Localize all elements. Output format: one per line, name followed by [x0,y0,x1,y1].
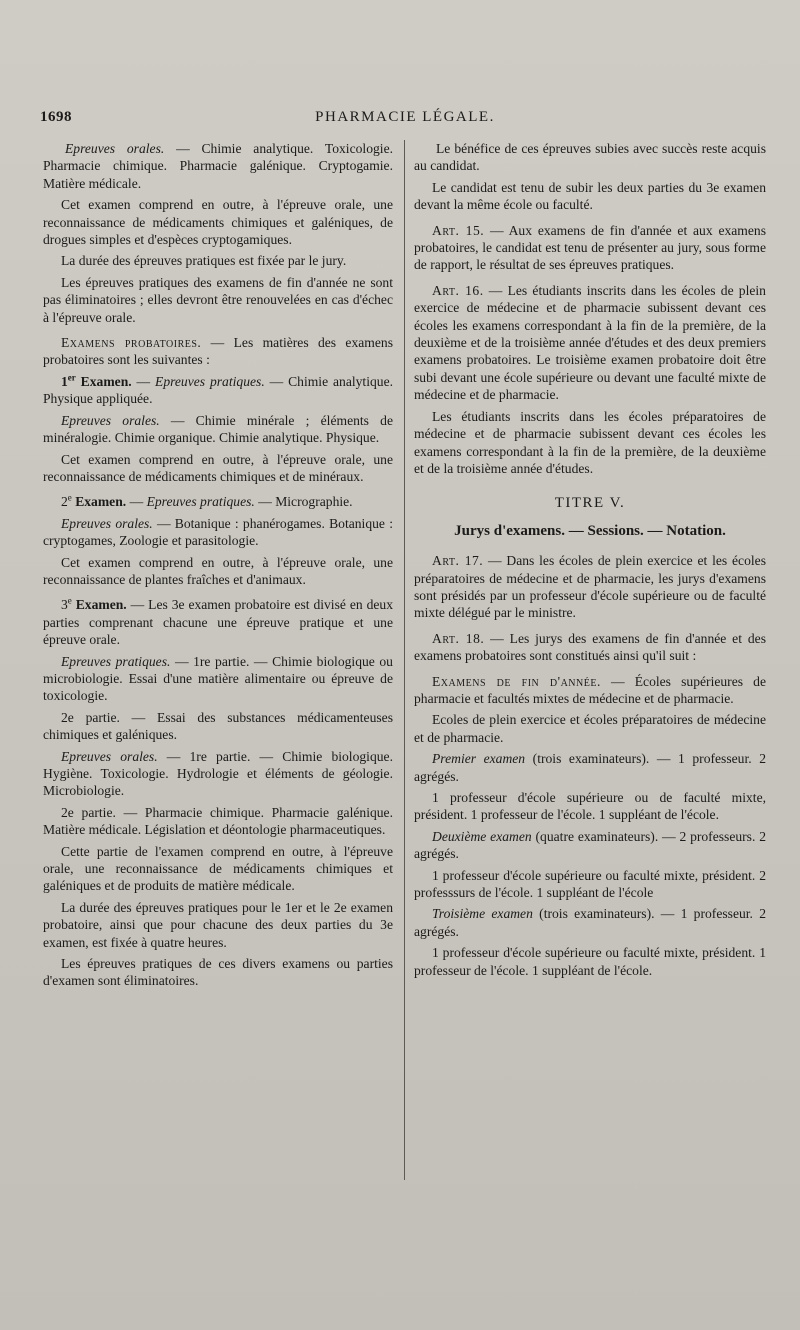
paragraph-text: — Dans les écoles de plein exercice et les écoles préparatoires de médecine et de pharmacie, les jurys d'examens sont présidés par un professeur d'école supérieure ou de faculté mixte délégué par le ministre. [414,553,766,621]
italic-lead: Epreuves orales. [61,515,153,531]
paragraph [43,412,393,447]
paragraph-text: — Écoles supérieures de pharmacie et facultés mixtes de médecine et de pharmacie. [414,673,766,706]
paragraph-text: — Les matières des examens probatoires sont les suivantes : [43,335,393,368]
article-16 [414,282,766,404]
paragraph-text: (trois examinateurs). — 1 professeur. 2 agrégés. [414,751,766,784]
paragraph-text: — Aux examens de fin d'année et aux examens probatoires, le candidat est tenu de présenter au jury, sous forme de rapport, le résultat de ses épreuves pratiques. [414,222,766,273]
paragraph-text: — Chimie analytique. Toxicologie. Pharmacie chimique. Pharmacie galénique. Cryptogamie. Matière médicale. [43,141,393,191]
paragraph: Les épreuves pratiques des examens de fin d'année ne sont pas éliminatoires ; elles devront être renouvelées en cas d'échec à l'épreuve orale. [43,274,393,325]
paragraph: Les épreuves pratiques de ces divers examens ou parties d'examen sont éliminatoires. [43,956,393,989]
paragraph-text: — Les 3e examen probatoire est divisé en deux parties comprenant chacune une épreuve pratique et une épreuve orale. [43,597,394,648]
right-column [414,140,766,983]
paragraph: 1 professeur d'école supérieure ou de faculté mixte, président. 1 professeur de l'école. 1 suppléant de l'école. [414,790,766,823]
paragraph [43,334,393,369]
paragraph-text: — Les jurys des examens de fin d'année et des examens probatoires sont constitués ainsi qu'il suit : [414,630,766,664]
italic-lead: Epreuves pratiques. [155,373,265,389]
paragraph-text: — Chimie minérale ; éléments de minéralogie. Chimie organique. Chimie analytique. Physique. [43,412,394,446]
paragraph-text: (quatre examinateurs). — 2 professeurs. 2 agrégés. [414,828,766,862]
exam-number: 2 [61,494,68,510]
exam-label: Examen. [71,597,127,613]
dash: — [126,494,147,510]
paragraph: Les étudiants inscrits dans les écoles préparatoires de médecine et de pharmacie subissent devant ces écoles les examens correspondant à la fin de la première, de la deuxième et de la troisième année d'études. [414,408,766,476]
paragraph-text: — Chimie analytique. Physique appliquée. [43,373,394,407]
small-caps-lead: Examens probatoires. [61,335,202,351]
paragraph-text: — Les étudiants inscrits dans les écoles de plein exercice de médecine et de pharmacie subissent devant ces écoles les examens correspondant à la fin de la première, de la deuxième et de la troisième année d'études et des deux premiers examens probatoires. Le troisième examen probatoire doit être subi devant une école supérieure ou devant une faculté mixte de médecine et de pharmacie. [414,282,766,403]
italic-lead: Epreuves orales. [65,141,165,156]
paragraph [43,493,393,510]
exam-number: 3 [61,597,68,613]
paragraph [414,905,766,940]
running-title: PHARMACIE LÉGALE. [315,109,495,125]
paragraph [43,596,393,648]
article-17 [414,552,766,622]
italic-lead: Deuxième examen [432,828,532,844]
superscript: er [67,372,76,383]
italic-lead: Epreuves orales. [61,412,160,428]
paragraph-text: — Botanique : phanérogames. Botanique : cryptogames, Zoologie et parasitologie. [43,515,393,549]
paragraph [414,750,766,785]
paragraph-text: — 1re partie. — Chimie biologique. Hygiène. Toxicologie. Hydrologie et éléments de géologie. Microbiologie. [43,748,393,799]
italic-lead: Troisième examen [432,906,533,922]
page-number: 1698 [40,109,72,125]
exam-number: 1 [61,373,68,389]
article-number: Art. 16. [432,282,484,298]
paragraph-text: — 1re partie. — Chimie biologique ou microbiologie. Essai d'une matière alimentaire ou épreuve de toxicologie. [43,653,393,704]
article-18 [414,630,766,665]
paragraph: Cet examen comprend en outre, à l'épreuve orale, une reconnaissance de médicaments chimiques et galéniques, de drogues simples et d'espèces cryptogamiques. [43,197,393,248]
article-number: Art. 15. [432,222,485,238]
paragraph: 2e partie. — Pharmacie chimique. Pharmacie galénique. Matière médicale. Législation et déontologie pharmaceutiques. [43,804,393,838]
paragraph: Le bénéfice de ces épreuves subies avec succès reste acquis au candidat. [414,141,766,174]
exam-label: Examen. [75,373,132,389]
paragraph [43,748,393,800]
paragraph: 1 professeur d'école supérieure ou faculté mixte, président. 2 professsurs de l'école. 1 suppléant de l'école [414,867,766,901]
paragraph: 1 professeur d'école supérieure ou faculté mixte, président. 1 professeur de l'école. 1 suppléant de l'école. [414,945,766,978]
italic-lead: Epreuves pratiques. [61,653,171,669]
article-number: Art. 17. [432,553,484,569]
italic-lead: Epreuves pratiques. [146,494,255,510]
paragraph: La durée des épreuves pratiques pour le 1er et le 2e examen probatoire, ainsi que pour chacune des deux parties du 3e examen, est fixée à quatre heures. [43,899,393,950]
paragraph-text: — Micrographie. [254,494,353,510]
exam-label: Examen. [71,494,127,510]
column-divider [404,140,405,1180]
paragraph [43,653,393,705]
paragraph [414,828,766,863]
paragraph [43,140,393,192]
paragraph [43,373,393,408]
superscript: e [67,492,72,503]
paragraph-text: (trois examinateurs). — 1 professeur. 2 agrégés. [414,906,767,939]
article-number: Art. 18. [432,630,485,646]
left-column [43,140,393,994]
page-header [40,109,770,133]
paragraph: Ecoles de plein exercice et écoles préparatoires de médecine et de pharmacie. [414,712,766,745]
section-heading: Jurys d'examens. — Sessions. — Notation. [454,522,726,539]
article-15 [414,222,766,274]
italic-lead: Premier examen [432,751,526,767]
dash: — [131,373,156,389]
paragraph: Cet examen comprend en outre, à l'épreuve orale, une reconnaissance de plantes fraîches et d'animaux. [43,554,393,587]
titre-heading: TITRE V. [554,495,626,512]
superscript: e [67,595,72,606]
paragraph: Le candidat est tenu de subir les deux parties du 3e examen devant la même école ou faculté. [414,179,766,213]
paragraph: La durée des épreuves pratiques est fixée par le jury. [61,253,347,269]
paragraph [43,515,393,550]
paragraph: Cette partie de l'examen comprend en outre, à l'épreuve orale, une reconnaissance de médicaments chimiques et galéniques et de produits de matière médicale. [43,843,393,894]
paragraph: 2e partie. — Essai des substances médicamenteuses chimiques et galéniques. [43,709,393,743]
paragraph: Cet examen comprend en outre, à l'épreuve orale, une reconnaissance de médicaments chimiques et de minéraux. [43,451,393,484]
paragraph [414,673,766,708]
small-caps-lead: Examens de fin d'année. [432,673,601,689]
italic-lead: Epreuves orales. [61,748,158,764]
